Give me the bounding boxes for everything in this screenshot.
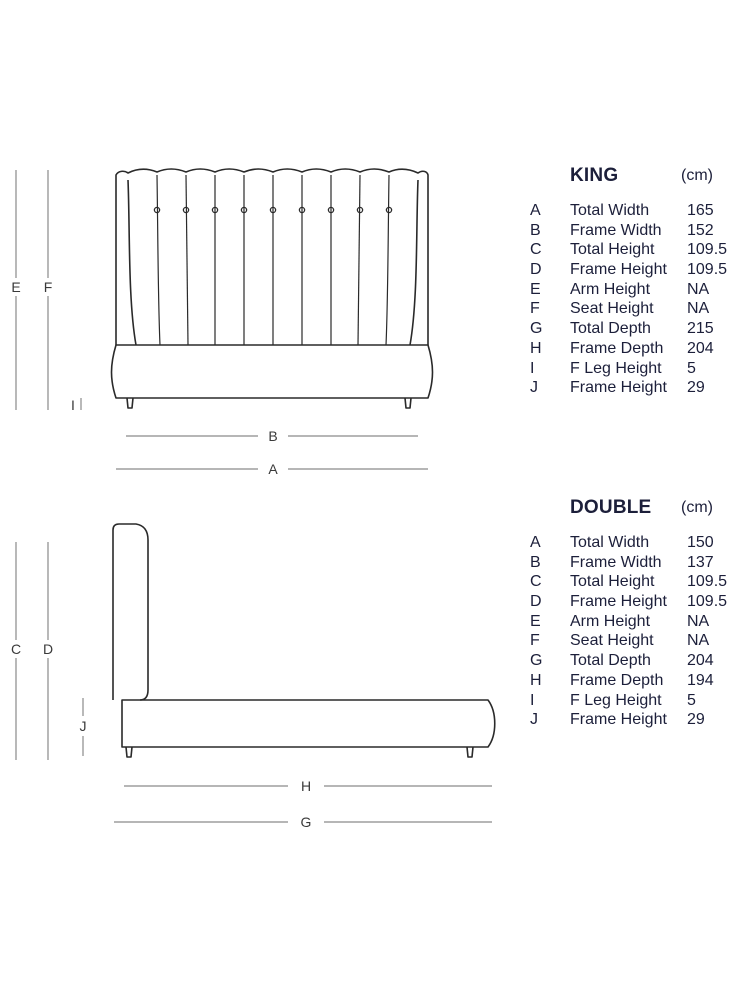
spec-name: Frame Height [570, 711, 667, 729]
spec-row [530, 631, 745, 651]
front-leg-right [405, 398, 411, 408]
dim-label-b: B [268, 428, 278, 444]
spec-letter: I [530, 359, 535, 377]
spec-row [530, 240, 745, 260]
side-view-dimension-lines [16, 542, 492, 822]
spec-value: 137 [687, 553, 714, 571]
spec-value: 150 [687, 534, 714, 551]
spec-letter: H [530, 671, 542, 689]
spec-name: Total Depth [570, 320, 651, 338]
spec-row [530, 339, 745, 359]
spec-letter: G [530, 652, 543, 670]
spec-row [530, 260, 745, 280]
side-leg-right [467, 747, 473, 757]
spec-row [530, 612, 745, 632]
spec-letter: F [530, 300, 540, 318]
dim-label-f: F [43, 279, 53, 295]
spec-row [530, 533, 745, 553]
spec-row [530, 299, 745, 319]
spec-name: Total Height [570, 241, 655, 259]
spec-table-king [530, 165, 745, 398]
spec-name: Frame Height [570, 379, 667, 397]
spec-name: Frame Width [570, 553, 662, 571]
headboard-right-wing [410, 180, 418, 345]
spec-value: 194 [687, 671, 714, 689]
spec-row [530, 651, 745, 671]
spec-row [530, 221, 745, 241]
headboard-channels [157, 175, 389, 345]
spec-value: 109.5 [687, 573, 728, 591]
spec-name: Frame Height [570, 261, 667, 279]
front-view-dimension-lines [16, 170, 428, 469]
headboard-left-wing [128, 180, 136, 345]
dim-label-a: A [268, 461, 278, 477]
spec-letter: B [530, 553, 541, 571]
spec-value: 152 [687, 221, 714, 239]
spec-letter: G [530, 320, 543, 338]
dim-label-d: D [42, 641, 54, 657]
front-view-dimension-labels [6, 278, 278, 477]
spec-letter: J [530, 711, 538, 729]
front-leg-left [127, 398, 133, 408]
spec-row [530, 553, 745, 573]
spec-letter: C [530, 573, 542, 591]
spec-unit: (cm) [681, 499, 713, 516]
spec-row [530, 671, 745, 691]
spec-table-double [530, 497, 745, 730]
spec-letter: H [530, 339, 542, 357]
spec-row [530, 572, 745, 592]
spec-name: Total Width [570, 534, 650, 551]
spec-name: Seat Height [570, 300, 654, 318]
spec-name: Frame Width [570, 221, 662, 239]
side-view-dimension-labels [6, 640, 311, 830]
spec-letter: I [530, 691, 535, 709]
spec-name: F Leg Height [570, 359, 662, 377]
spec-name: Arm Height [570, 280, 651, 298]
spec-name: F Leg Height [570, 691, 662, 709]
spec-value: NA [687, 300, 710, 318]
spec-letter: F [530, 632, 540, 650]
spec-name: Frame Depth [570, 671, 664, 689]
spec-letter: E [530, 612, 541, 630]
bed-base-side [122, 700, 495, 747]
spec-letter: D [530, 593, 542, 611]
spec-name: Arm Height [570, 612, 651, 630]
spec-value: 165 [687, 202, 714, 219]
spec-letter: A [530, 202, 541, 219]
spec-letter: E [530, 280, 541, 298]
spec-row [530, 319, 745, 339]
spec-row [530, 378, 745, 398]
spec-name: Total Width [570, 202, 650, 219]
spec-name: Frame Depth [570, 339, 664, 357]
spec-name: Total Height [570, 573, 655, 591]
side-leg-left [126, 747, 132, 757]
spec-value: 204 [687, 339, 714, 357]
spec-row [530, 691, 745, 711]
spec-letter: C [530, 241, 542, 259]
dim-label-g: G [300, 814, 312, 830]
spec-value: 29 [687, 711, 705, 729]
spec-name: Frame Height [570, 593, 667, 611]
spec-value: 109.5 [687, 593, 728, 611]
spec-row [530, 201, 745, 221]
spec-value: 204 [687, 652, 714, 670]
spec-letter: D [530, 261, 542, 279]
dim-label-h: H [300, 778, 312, 794]
spec-letter: B [530, 221, 541, 239]
spec-value: 5 [687, 691, 696, 709]
spec-name: Seat Height [570, 632, 654, 650]
spec-value: 5 [687, 359, 696, 377]
spec-title: DOUBLE [570, 497, 652, 518]
spec-value: 109.5 [687, 241, 728, 259]
spec-unit: (cm) [681, 167, 713, 184]
spec-row [530, 359, 745, 379]
spec-value: NA [687, 280, 710, 298]
spec-value: 215 [687, 320, 714, 338]
spec-row [530, 280, 745, 300]
headboard-side-profile [113, 524, 148, 700]
front-view-drawing [112, 169, 433, 408]
dim-label-e: E [11, 279, 21, 295]
spec-value: NA [687, 612, 710, 630]
spec-letter: A [530, 534, 541, 551]
dim-label-j: J [79, 718, 87, 734]
spec-value: 109.5 [687, 261, 728, 279]
spec-row [530, 592, 745, 612]
dim-label-i: I [71, 397, 75, 413]
spec-value: 29 [687, 379, 705, 397]
spec-row [530, 710, 745, 730]
dim-label-c: C [10, 641, 22, 657]
bed-base-front [112, 345, 433, 398]
side-view-drawing [113, 524, 495, 757]
headboard-outline [116, 169, 428, 345]
spec-value: NA [687, 632, 710, 650]
spec-letter: J [530, 379, 538, 397]
spec-title: KING [570, 165, 619, 186]
spec-name: Total Depth [570, 652, 651, 670]
